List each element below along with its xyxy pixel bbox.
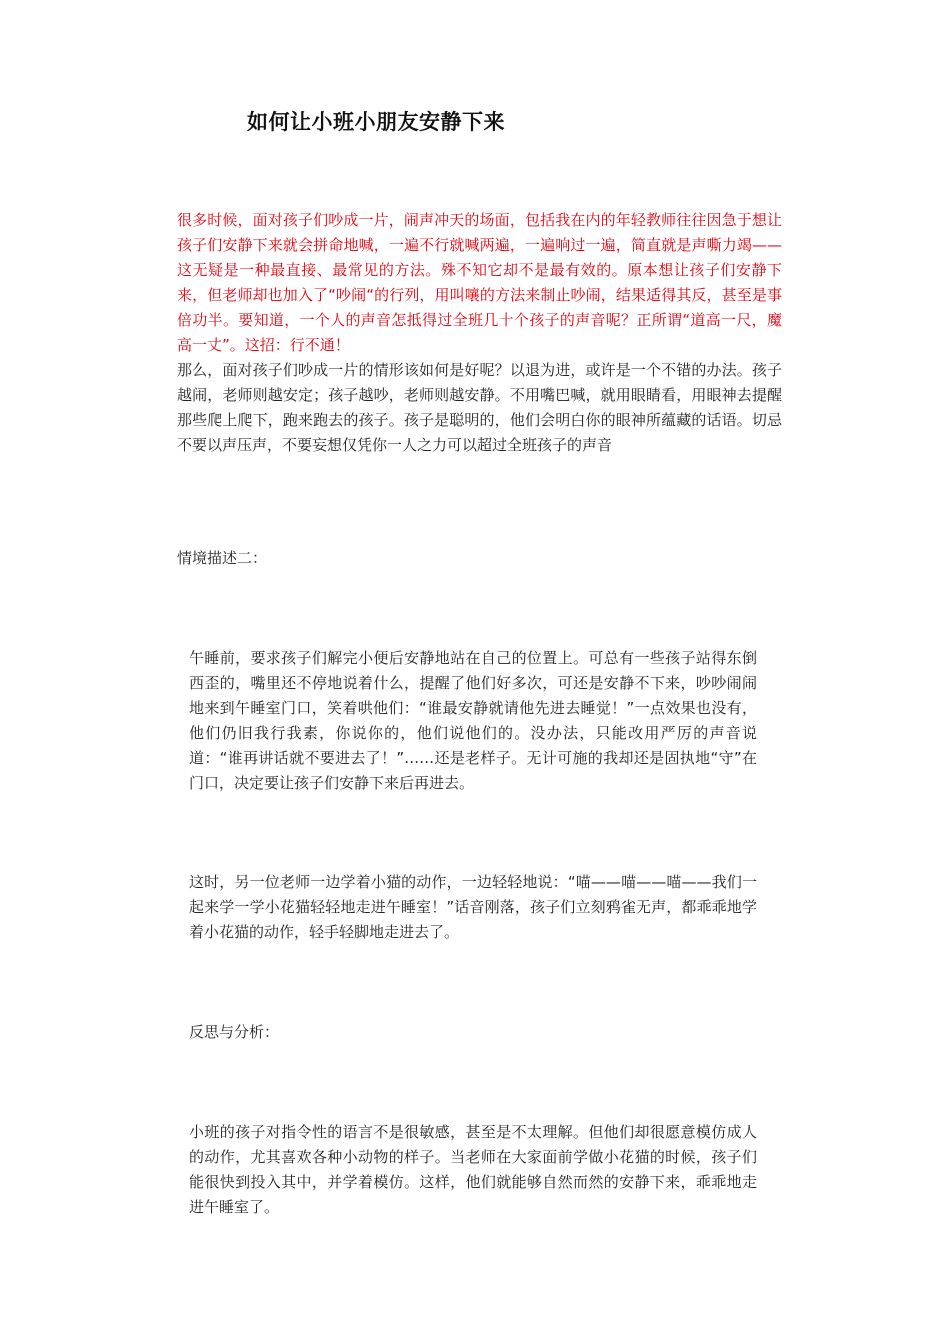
reflection-heading: 反思与分析： [189,1023,280,1041]
intro-paragraph: 那么，面对孩子们吵成一片的情形该如何是好呢？以退为进，或许是一个不错的办法。孩子越闹，老师则越安定；孩子越吵，老师则越安静。不用嘴巴喊，就用眼睛看，用眼神去提醒那些爬上爬下，跑来跑去的孩子。孩子是聪明的，他们会明白你的眼神所蕴藏的话语。切忌不要以声压声，不要妄想仅凭你一人之力可以超过全班孩子的声音 [177,361,782,454]
scene-heading: 情境描述二： [177,549,268,567]
scene-paragraph-2: 这时，另一位老师一边学着小猫的动作，一边轻轻地说：“喵——喵——喵——我们一起来学一学小花猫轻轻地走进午睡室！”话音刚落，孩子们立刻鸦雀无声，都乖乖地学着小花猫的动作，轻手轻脚地走进去了。 [189,873,757,941]
reflection-paragraph: 小班的孩子对指令性的语言不是很敏感，甚至是不太理解。但他们却很愿意模仿成人的动作，尤其喜欢各种小动物的样子。当老师在大家面前学做小花猫的时候，孩子们能很快到投入其中，并学着模仿。这样，他们就能够自然而然的安静下来，乖乖地走进午睡室了。 [189,1123,757,1216]
intro-paragraph-red: 很多时候，面对孩子们吵成一片，闹声冲天的场面，包括我在内的年轻教师往往因急于想让孩子们安静下来就会拼命地喊，一遍不行就喊两遍，一遍响过一遍，简直就是声嘶力竭——这无疑是一种最直接、最常见的方法。殊不知它却不是最有效的。原本想让孩子们安静下来，但老师却也加入了“吵闹“的行列，用叫嚷的方法来制止吵闹，结果适得其反，甚至是事倍功半。要知道，一个人的声音怎抵得过全班几十个孩子的声音呢？正所谓“道高一尺，魔高一丈”。这招：行不通！ [177,211,782,354]
document-title: 如何让小班小朋友安静下来 [247,110,505,134]
scene-paragraph-1: 午睡前，要求孩子们解完小便后安静地站在自己的位置上。可总有一些孩子站得东倒西歪的，嘴里还不停地说着什么，提醒了他们好多次，可还是安静不下来，吵吵闹闹地来到午睡室门口，笑着哄他们：“谁最安静就请他先进去睡觉！”一点效果也没有，他们仍旧我行我素，你说你的，他们说他们的。没办法，只能改用严厉的声音说道：“谁再讲话就不要进去了！”……还是老样子。无计可施的我却还是固执地“守”在门口，决定要让孩子们安静下来后再进去。 [189,649,757,792]
